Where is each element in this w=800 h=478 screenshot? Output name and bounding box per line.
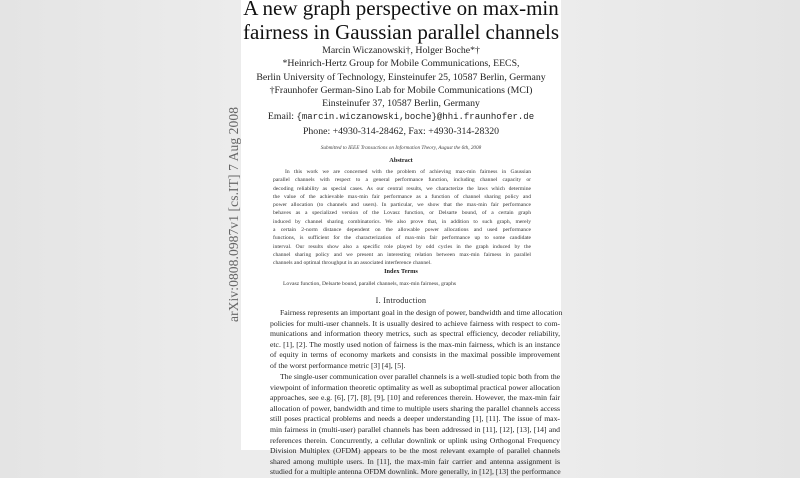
section-heading: I. Introduction (375, 296, 427, 305)
text-line: functions, is sufficient for the characterization of max-min fair performance up to some candidate (273, 235, 531, 242)
index-terms-text: Lovasz function, Delsarte bound, parallel channels, max-min fairness, graphs (283, 281, 457, 287)
text-line: Division Multiplex (OFDM) appears to be the most relevant example of parallel channels (270, 446, 560, 456)
text-line: behaves as a specialized version of the Lovasz function, or Delsarte bound, of a certain graph (273, 210, 531, 217)
text-line: policies for multi-user channels. It is usually desired to achieve fairness with respect to com- (270, 318, 560, 328)
text-line: parallel channels with respect to a general performance function, including channel capacity or (273, 177, 531, 184)
text-line: of equity in terms of economy markets and consists in the maximal possible improvement (270, 350, 560, 360)
authors: Marcin Wiczanowski†, Holger Boche*† (322, 45, 480, 56)
text-line: studied for a multiple antenna OFDM downlink. More generally, in [12], [13] the performance (270, 467, 561, 477)
text-line: approaches, see e.g. [6], [7], [8], [9], [10] and references therein. However, the max-min fair (270, 393, 560, 403)
text-line: etc. [1], [2]. The mostly used notion of fairness is the max-min fairness, which is an instance (270, 339, 560, 349)
affiliation: Einsteinufer 37, 10587 Berlin, Germany (322, 98, 480, 110)
affiliation: †Fraunhofer German-Sino Lab for Mobile Communications (MCI) (269, 84, 533, 96)
index-terms (283, 280, 541, 288)
submission-note: Submitted to IEEE Transactions on Information Theory, August the 6th, 2008 (320, 145, 482, 151)
title-line: A new graph perspective on max-min (243, 0, 559, 20)
text-line: channel sharing policy and we present an interesting relation between max-min fairness in parallel (273, 251, 531, 258)
text-line: still poses practical problems and needs a deeper understanding [1], [11]. The issue of max- (270, 414, 560, 424)
text-line: allocation of power, bandwidth and time to multiple users sharing the parallel channels access (270, 403, 560, 413)
text-line: Fairness represents an important goal in the design of power, bandwidth and time allocation (280, 308, 563, 317)
text-line: a certain 2-norm distance dependent on the allowable power allocations and used performance (273, 227, 531, 234)
intro-paragraph-1 (270, 308, 563, 372)
text-line: channels and optimal throughput in an associated interference channel. (273, 260, 432, 267)
text-line: In this work we are concerned with the problem of achieving max-min fairness in Gaussian (285, 169, 531, 175)
text-line: viewpoint of information theoretic optimality as well as suboptimal practical power allocation (270, 382, 560, 392)
text-line: interval. Our results show also a specific role played by odd cycles in the graph induced by the (273, 243, 531, 250)
paper-page (241, 0, 563, 477)
arxiv-stamp: arXiv:0808.0987v1 [cs.IT] 7 Aug 2008 (226, 106, 241, 322)
text-line: munications and information theory metrics, such as spectral efficiency, decoder reliability, (270, 329, 560, 339)
text-line: min fairness in (multi-user) parallel channels has been addressed in [11], [12], [13], [14] and (270, 424, 560, 434)
abstract-heading: Abstract (389, 157, 413, 164)
text-line: the value of the achievable max-min fair performance as a function of channel sharing policy and (273, 193, 531, 200)
intro-paragraph-2 (270, 372, 560, 478)
paper-title (241, 0, 561, 44)
abstract-text (273, 168, 531, 268)
phone-line: Phone: +4930-314-28462, Fax: +4930-314-28320 (302, 125, 500, 137)
title-line: fairness in Gaussian parallel channels (242, 20, 560, 44)
text-line: power allocation (to channels and users). In particular, we show that the max-min fair performance (273, 202, 531, 209)
email-address: {marcin.wiczanowski,boche}@hhi.fraunhofer.de (296, 112, 535, 123)
index-terms-heading: Index Terms (384, 268, 418, 275)
text-line: shared among multiple users. In [11], the max-min fair carrier and antenna assignment is (270, 456, 560, 466)
author-block (241, 44, 561, 138)
text-line: The single-user communication over parallel channels is a well-studied topic both from the (280, 372, 561, 381)
text-line: induced by channel sharing combinatorics. We also prove that, in addition to such graph, merely (273, 218, 531, 225)
affiliation: Berlin University of Technology, Einsteinufer 25, 10587 Berlin, Germany (256, 71, 546, 83)
text-line: references therein. Concurrently, a cellular downlink or uplink using Orthogonal Frequency (270, 435, 560, 445)
affiliation: *Heinrich-Hertz Group for Mobile Communications, EECS, (282, 58, 520, 70)
email-label: Email: (267, 111, 297, 123)
text-line: of the worst performance metric [3] [4], [5]. (270, 360, 406, 370)
email-line (241, 110, 561, 124)
text-line: decoding reliability as special cases. As our central results, we characterize the laws which determine (273, 185, 531, 192)
